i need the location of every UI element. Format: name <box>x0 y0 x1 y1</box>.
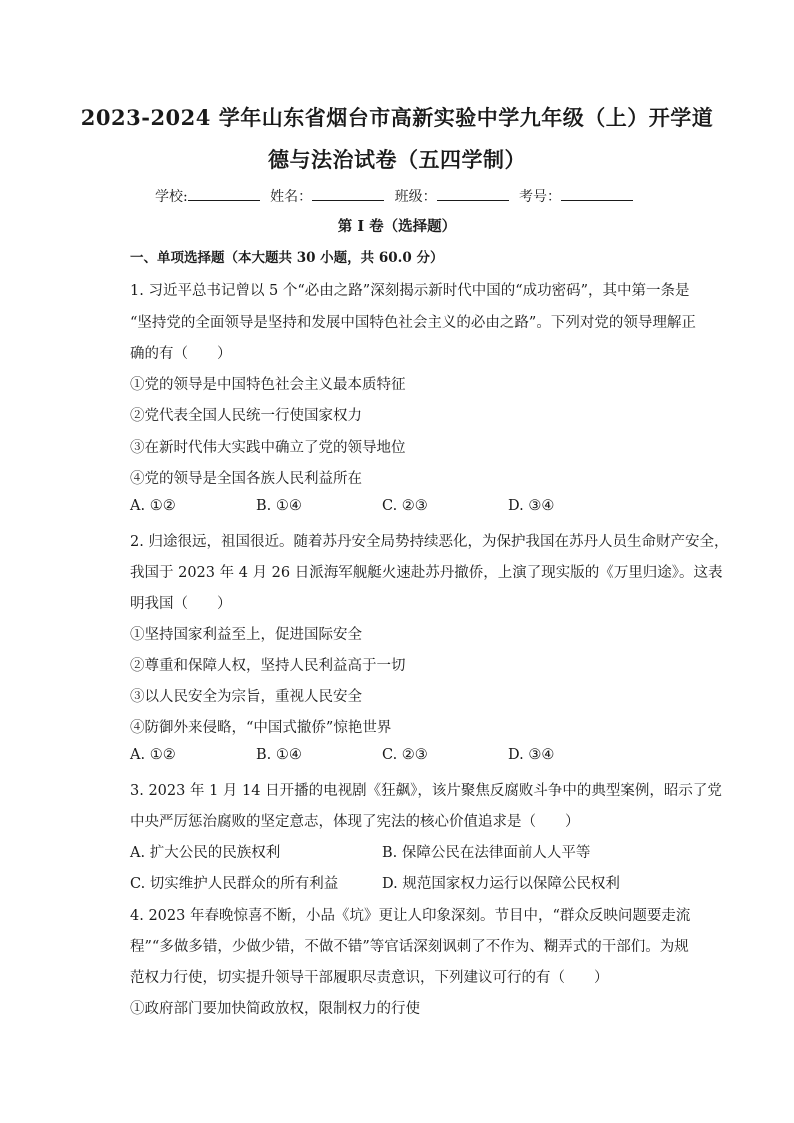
number-label: 考号： <box>519 189 562 205</box>
question-2-option-b[interactable]: B. ①④ <box>256 747 302 763</box>
class-label: 班级： <box>394 189 437 205</box>
part-heading: 第 I 卷（选择题） <box>337 218 457 235</box>
school-blank[interactable] <box>188 187 260 201</box>
student-info-row <box>0 186 794 206</box>
question-4-line-1: 4. 2023 年春晚惊喜不断，小品《坑》更让人印象深刻。节目中，“群众反映问题要走流 <box>130 908 691 924</box>
question-1-statement-1: ①党的领导是中国特色社会主义最本质特征 <box>130 377 406 393</box>
question-3-line-1: 3. 2023 年 1 月 14 日开播的电视剧《狂飙》，该片聚焦反腐败斗争中的典型案例，昭示了党 <box>130 783 722 799</box>
question-2-statement-3: ③以人民安全为宗旨，重视人民安全 <box>130 689 362 705</box>
question-4-line-2: 程”“多做多错，少做少错，不做不错”等官话深刻讽刺了不作为、糊弄式的干部们。为规 <box>130 939 689 955</box>
number-blank[interactable] <box>561 187 633 201</box>
question-2-line-3: 明我国（ ） <box>130 596 232 612</box>
question-2-statement-2: ②尊重和保障人权，坚持人民利益高于一切 <box>130 658 406 674</box>
question-2-option-c[interactable]: C. ②③ <box>382 747 428 763</box>
question-1-option-a[interactable]: A. ①② <box>130 498 176 514</box>
question-4-statement-1: ①政府部门要加快简政放权，限制权力的行使 <box>130 1001 420 1017</box>
name-blank[interactable] <box>312 187 384 201</box>
question-1-line-3: 确的有（ ） <box>130 346 232 362</box>
question-4-line-3: 范权力行使，切实提升领导干部履职尽责意识，下列建议可行的有（ ） <box>130 970 609 986</box>
question-2-statement-1: ①坚持国家利益至上，促进国际安全 <box>130 627 362 643</box>
question-3-option-a[interactable]: A. 扩大公民的民族权利 <box>130 845 281 861</box>
question-3-option-d[interactable]: D. 规范国家权力运行以保障公民权利 <box>382 876 620 892</box>
question-3-option-c[interactable]: C. 切实维护人民群众的所有利益 <box>130 876 339 892</box>
question-1-statement-4: ④党的领导是全国各族人民利益所在 <box>130 471 362 487</box>
question-2-line-2: 我国于 2023 年 4 月 26 日派海军舰艇火速赴苏丹撤侨，上演了现实版的《万里归途》。这表 <box>130 565 723 581</box>
name-label: 姓名： <box>270 189 313 205</box>
question-1-statement-3: ③在新时代伟大实践中确立了党的领导地位 <box>130 440 406 456</box>
question-2-statement-4: ④防御外来侵略，“中国式撤侨”惊艳世界 <box>130 720 392 736</box>
question-1-line-2: “坚持党的全面领导是坚持和发展中国特色社会主义的必由之路”。下列对党的领导理解正 <box>130 315 696 331</box>
question-2-option-a[interactable]: A. ①② <box>130 747 176 763</box>
section-heading: 一、单项选择题（本大题共 30 小题，共 60.0 分） <box>130 250 444 266</box>
question-1-option-d[interactable]: D. ③④ <box>508 498 555 514</box>
question-1-line-1: 1. 习近平总书记曾以 5 个“必由之路”深刻揭示新时代中国的“成功密码”，其中第一条是 <box>130 283 690 299</box>
question-2-option-d[interactable]: D. ③④ <box>508 747 555 763</box>
question-3-option-b[interactable]: B. 保障公民在法律面前人人平等 <box>382 845 591 861</box>
question-1-option-c[interactable]: C. ②③ <box>382 498 428 514</box>
class-blank[interactable] <box>437 187 509 201</box>
exam-title-line-1: 2023-2024 学年山东省烟台市高新实验中学九年级（上）开学道 <box>80 105 714 130</box>
question-3-line-2: 中央严厉惩治腐败的坚定意志，体现了宪法的核心价值追求是（ ） <box>130 814 580 830</box>
exam-title-line-2: 德与法治试卷（五四学制） <box>268 147 526 172</box>
question-1-statement-2: ②党代表全国人民统一行使国家权力 <box>130 408 362 424</box>
question-1-option-b[interactable]: B. ①④ <box>256 498 302 514</box>
question-2-line-1: 2. 归途很远，祖国很近。随着苏丹安全局势持续恶化，为保护我国在苏丹人员生命财产安全， <box>130 534 729 550</box>
school-label: 学校: <box>154 189 188 205</box>
